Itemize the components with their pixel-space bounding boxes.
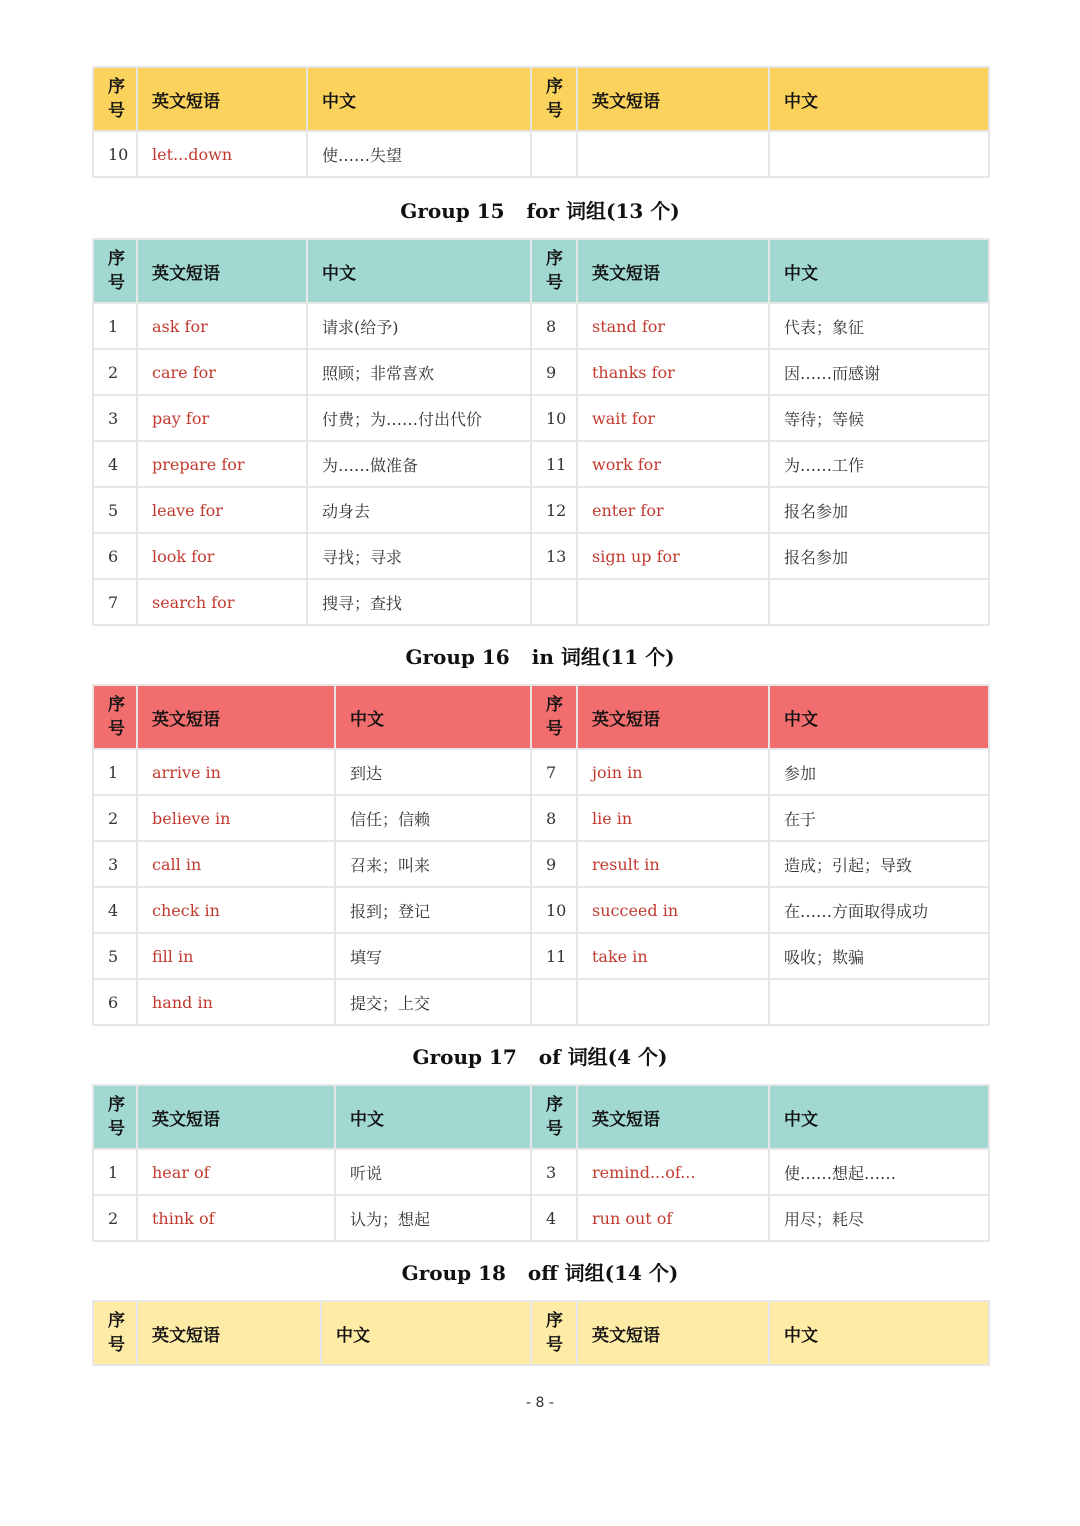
- english-phrase: ask for: [137, 303, 307, 349]
- group16-title: Group 16 in 词组(11 个): [405, 645, 675, 669]
- group14-table: [92, 66, 990, 178]
- row-number: 11: [531, 933, 577, 979]
- row-number: 4: [531, 1195, 577, 1241]
- chinese-meaning: 请求(给予): [307, 303, 531, 349]
- english-phrase: search for: [137, 579, 307, 625]
- row-number: 2: [93, 1195, 137, 1241]
- table-row: [93, 795, 989, 841]
- chinese-meaning: 使……失望: [307, 131, 531, 177]
- row-number: [531, 579, 577, 625]
- page-number: - 8 -: [526, 1395, 554, 1411]
- english-phrase: remind...of...: [577, 1149, 769, 1195]
- header-chinese: 中文: [321, 1301, 531, 1365]
- chinese-meaning: 使……想起……: [769, 1149, 989, 1195]
- table-row: [93, 887, 989, 933]
- english-phrase: [577, 979, 769, 1025]
- table-row: [93, 131, 989, 177]
- row-number: 4: [93, 887, 137, 933]
- header-seq: 序 号: [93, 1085, 137, 1149]
- english-phrase: enter for: [577, 487, 769, 533]
- header-seq: 序 号: [93, 685, 137, 749]
- table-row: [93, 487, 989, 533]
- english-phrase: let...down: [137, 131, 307, 177]
- group18-title: Group 18 off 词组(14 个): [401, 1261, 679, 1285]
- header-chinese: 中文: [769, 1085, 989, 1149]
- chinese-meaning: 为……工作: [769, 441, 989, 487]
- english-phrase: hear of: [137, 1149, 335, 1195]
- row-number: 1: [93, 303, 137, 349]
- group17-title: Group 17 of 词组(4 个): [412, 1045, 668, 1069]
- chinese-meaning: 报到；登记: [335, 887, 531, 933]
- header-chinese: 中文: [769, 685, 989, 749]
- header-english: 英文短语: [137, 1085, 335, 1149]
- table-row: [93, 979, 989, 1025]
- table-row: [93, 533, 989, 579]
- row-number: 8: [531, 303, 577, 349]
- header-english: 英文短语: [577, 685, 769, 749]
- table-row: [93, 1149, 989, 1195]
- english-phrase: thanks for: [577, 349, 769, 395]
- chinese-meaning: 到达: [335, 749, 531, 795]
- english-phrase: believe in: [137, 795, 335, 841]
- chinese-meaning: [769, 131, 989, 177]
- table-row: [93, 579, 989, 625]
- group17-table: [92, 1084, 990, 1242]
- row-number: 9: [531, 841, 577, 887]
- row-number: [531, 131, 577, 177]
- english-phrase: prepare for: [137, 441, 307, 487]
- chinese-meaning: 付费；为……付出代价: [307, 395, 531, 441]
- row-number: 3: [93, 841, 137, 887]
- english-phrase: succeed in: [577, 887, 769, 933]
- row-number: 11: [531, 441, 577, 487]
- english-phrase: call in: [137, 841, 335, 887]
- table-row: [93, 303, 989, 349]
- table-row: [93, 395, 989, 441]
- chinese-meaning: 因……而感谢: [769, 349, 989, 395]
- chinese-meaning: 报名参加: [769, 487, 989, 533]
- english-phrase: look for: [137, 533, 307, 579]
- chinese-meaning: 代表；象征: [769, 303, 989, 349]
- table-header-row: [93, 67, 989, 131]
- header-seq: 序 号: [531, 685, 577, 749]
- header-english: 英文短语: [137, 1301, 321, 1365]
- table-row: [93, 933, 989, 979]
- english-phrase: [577, 579, 769, 625]
- chinese-meaning: 寻找；寻求: [307, 533, 531, 579]
- header-english: 英文短语: [137, 239, 307, 303]
- header-chinese: 中文: [307, 67, 531, 131]
- english-phrase: join in: [577, 749, 769, 795]
- english-phrase: [577, 131, 769, 177]
- page-content: [92, 66, 988, 1366]
- english-phrase: check in: [137, 887, 335, 933]
- chinese-meaning: 造成；引起；导致: [769, 841, 989, 887]
- group16-table: [92, 684, 990, 1026]
- chinese-meaning: 搜寻；查找: [307, 579, 531, 625]
- header-seq: 序 号: [531, 1085, 577, 1149]
- group15-table: [92, 238, 990, 626]
- table-row: [93, 1195, 989, 1241]
- row-number: 1: [93, 749, 137, 795]
- row-number: 13: [531, 533, 577, 579]
- header-chinese: 中文: [335, 1085, 531, 1149]
- chinese-meaning: 等待；等候: [769, 395, 989, 441]
- table-header-row: [93, 239, 989, 303]
- header-english: 英文短语: [577, 1301, 769, 1365]
- english-phrase: work for: [577, 441, 769, 487]
- table-row: [93, 349, 989, 395]
- row-number: 3: [531, 1149, 577, 1195]
- header-english: 英文短语: [137, 67, 307, 131]
- chinese-meaning: 信任；信赖: [335, 795, 531, 841]
- header-seq: 序 号: [531, 239, 577, 303]
- english-phrase: hand in: [137, 979, 335, 1025]
- chinese-meaning: 报名参加: [769, 533, 989, 579]
- english-phrase: care for: [137, 349, 307, 395]
- row-number: [531, 979, 577, 1025]
- english-phrase: leave for: [137, 487, 307, 533]
- chinese-meaning: 提交；上交: [335, 979, 531, 1025]
- header-seq: 序 号: [531, 67, 577, 131]
- header-seq: 序 号: [93, 1301, 137, 1365]
- row-number: 5: [93, 487, 137, 533]
- chinese-meaning: 照顾；非常喜欢: [307, 349, 531, 395]
- row-number: 6: [93, 979, 137, 1025]
- table-row: [93, 441, 989, 487]
- english-phrase: sign up for: [577, 533, 769, 579]
- header-chinese: 中文: [769, 1301, 989, 1365]
- english-phrase: result in: [577, 841, 769, 887]
- row-number: 5: [93, 933, 137, 979]
- header-english: 英文短语: [137, 685, 335, 749]
- chinese-meaning: 在于: [769, 795, 989, 841]
- chinese-meaning: 认为；想起: [335, 1195, 531, 1241]
- row-number: 1: [93, 1149, 137, 1195]
- row-number: 4: [93, 441, 137, 487]
- header-chinese: 中文: [307, 239, 531, 303]
- table-header-row: [93, 1301, 989, 1365]
- row-number: 6: [93, 533, 137, 579]
- english-phrase: arrive in: [137, 749, 335, 795]
- header-seq: 序 号: [93, 239, 137, 303]
- table-row: [93, 841, 989, 887]
- group18-table: [92, 1300, 990, 1366]
- chinese-meaning: [769, 579, 989, 625]
- english-phrase: pay for: [137, 395, 307, 441]
- chinese-meaning: 为……做准备: [307, 441, 531, 487]
- row-number: 10: [93, 131, 137, 177]
- chinese-meaning: 填写: [335, 933, 531, 979]
- row-number: 8: [531, 795, 577, 841]
- chinese-meaning: 在……方面取得成功: [769, 887, 989, 933]
- header-chinese: 中文: [769, 239, 989, 303]
- header-chinese: 中文: [769, 67, 989, 131]
- english-phrase: take in: [577, 933, 769, 979]
- row-number: 9: [531, 349, 577, 395]
- table-header-row: [93, 685, 989, 749]
- english-phrase: stand for: [577, 303, 769, 349]
- header-english: 英文短语: [577, 239, 769, 303]
- chinese-meaning: 听说: [335, 1149, 531, 1195]
- table-header-row: [93, 1085, 989, 1149]
- row-number: 12: [531, 487, 577, 533]
- chinese-meaning: 用尽；耗尽: [769, 1195, 989, 1241]
- english-phrase: fill in: [137, 933, 335, 979]
- chinese-meaning: 吸收；欺骗: [769, 933, 989, 979]
- row-number: 2: [93, 349, 137, 395]
- english-phrase: wait for: [577, 395, 769, 441]
- header-chinese: 中文: [335, 685, 531, 749]
- english-phrase: lie in: [577, 795, 769, 841]
- header-english: 英文短语: [577, 67, 769, 131]
- chinese-meaning: 动身去: [307, 487, 531, 533]
- english-phrase: think of: [137, 1195, 335, 1241]
- header-seq: 序 号: [93, 67, 137, 131]
- english-phrase: run out of: [577, 1195, 769, 1241]
- row-number: 7: [531, 749, 577, 795]
- table-row: [93, 749, 989, 795]
- header-english: 英文短语: [577, 1085, 769, 1149]
- chinese-meaning: [769, 979, 989, 1025]
- header-seq: 序 号: [531, 1301, 577, 1365]
- chinese-meaning: 召来；叫来: [335, 841, 531, 887]
- row-number: 2: [93, 795, 137, 841]
- chinese-meaning: 参加: [769, 749, 989, 795]
- row-number: 7: [93, 579, 137, 625]
- group15-title: Group 15 for 词组(13 个): [400, 199, 680, 223]
- row-number: 10: [531, 887, 577, 933]
- row-number: 3: [93, 395, 137, 441]
- row-number: 10: [531, 395, 577, 441]
